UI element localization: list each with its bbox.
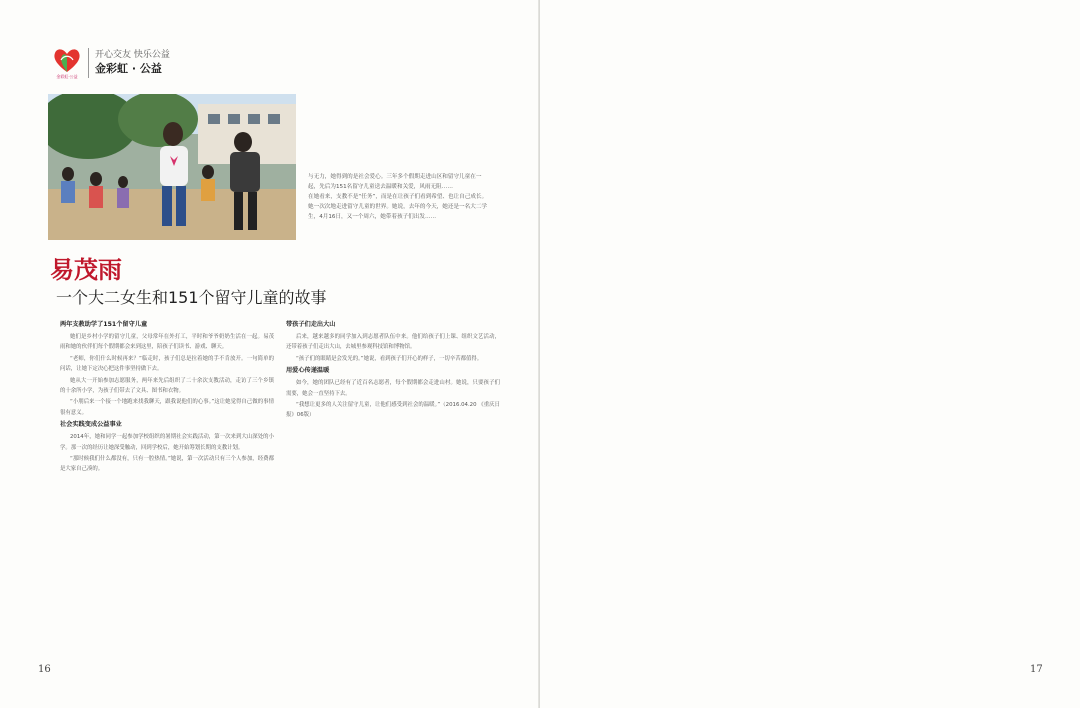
body-paragraph: 她从大一开始参加志愿服务，两年来先后组织了二十余次支教活动，走访了三个乡镇的十余所小学，为孩子们带去了文具、图书和衣物。: [60, 377, 274, 395]
article-body: [60, 318, 500, 658]
body-paragraph: 后来，越来越多的同学加入到志愿者队伍中来。他们给孩子们上课、组织文艺活动，还带着孩子们走出大山，去城里参观科技馆和博物馆。: [286, 334, 500, 351]
heart-logo-icon: [52, 46, 82, 80]
body-paragraph: “孩子们的眼睛是会发光的。”她说，看到孩子们开心的样子，一切辛苦都值得。: [296, 355, 483, 362]
text-column: [60, 318, 274, 658]
body-paragraph: 2014年，她和同学一起参加学校组织的暑期社会实践活动，第一次来到大山深处的小学。那一次的经历让她深受触动，回到学校后，她开始筹划长期的支教计划。: [60, 434, 274, 451]
article-title: 易茂雨: [50, 255, 122, 284]
column-name: 金彩虹 · 公益: [95, 62, 162, 75]
brand-tagline: 开心交友 快乐公益: [95, 50, 170, 60]
brand-divider: [88, 48, 89, 78]
page-number: 16: [38, 664, 51, 675]
text-column: [286, 318, 500, 658]
body-paragraph: “我想让更多的人关注留守儿童，让他们感受到社会的温暖。”（2016.04.20 《重庆日报》06版）: [286, 402, 500, 419]
body-paragraph: 如今，她的团队已经有了近百名志愿者，每个假期都会走进山村。她说，只要孩子们需要，她会一直坚持下去。: [286, 380, 500, 397]
body-paragraph: 她们是乡村小学的留守儿童，父母常年在外打工，平时和爷爷奶奶生活在一起。易茂雨和她的伙伴们每个假期都会来到这里，陪孩子们读书、游戏、聊天。: [60, 334, 274, 351]
intro-paragraph: 与无力，她得到的是社会爱心。三年多个假期走进山区和留守儿童在一起，先后为151名留守儿童送去温暖和关爱，风雨无阻……: [308, 174, 482, 190]
logo-caption: 金彩虹·公益: [56, 74, 78, 79]
magazine-brand: [52, 46, 170, 80]
body-paragraph: “小朋后来一个接一个地跑来找我聊天，跟我说他们的心事。”这让她觉得自己做的事情很有意义。: [60, 399, 274, 416]
section-heading: 两年支教助学了151个留守儿童: [60, 321, 148, 328]
section-heading: 用爱心传递温暖: [286, 367, 330, 375]
intro-paragraph: 在她看来，支教不是“任务”，而是在让孩子们看到希望、也让自己成长。她一次次地走进留守儿童的世界。她说，去年的今天，她还是一名大二学生，4月16日，又一个周六，她带着孩子们出发……: [308, 194, 488, 220]
article-subtitle: 一个大二女生和151个留守儿童的故事: [56, 288, 327, 307]
section-heading: 社会实践变成公益事业: [60, 421, 122, 429]
volunteer-children-photo: [48, 94, 296, 240]
body-paragraph: “老师，你们什么时候再来？”临走时，孩子们总是拉着她的手不肯放开。一句简单的问话，让她下定决心把这件事坚持做下去。: [60, 355, 274, 373]
page-number: 17: [1030, 664, 1043, 675]
right-page: [540, 0, 1080, 708]
article-intro: [308, 172, 488, 222]
body-paragraph: “那时候我们什么都没有，只有一腔热情。”她说，第一次活动只有三个人参加，经费都是大家自己凑的。: [60, 456, 274, 473]
section-heading: 带孩子们走出大山: [286, 321, 336, 328]
